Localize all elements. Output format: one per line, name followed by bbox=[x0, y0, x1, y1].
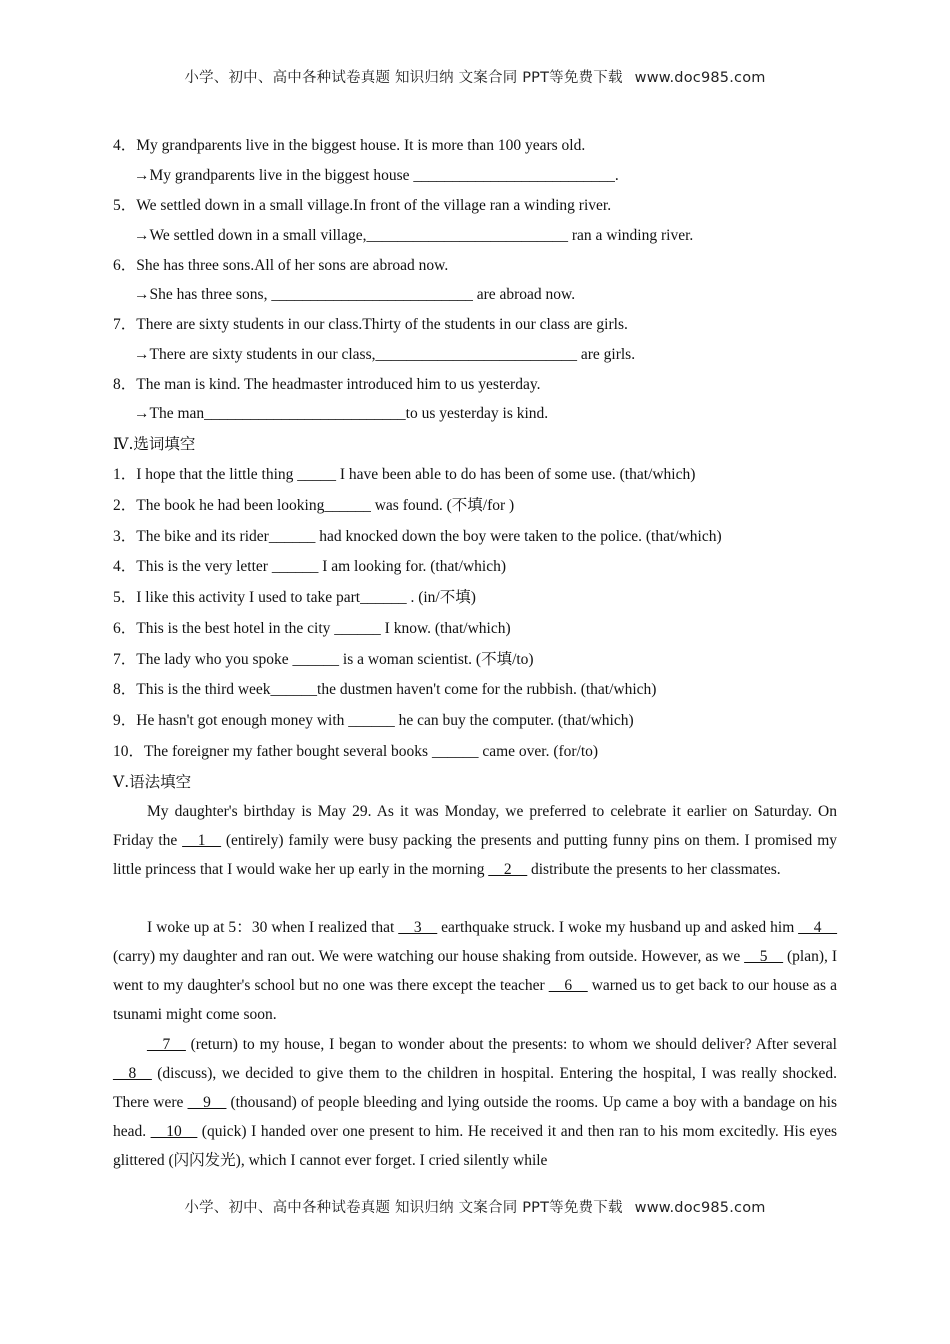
banner-url[interactable]: www.doc985.com bbox=[634, 70, 766, 86]
blank-10: __10__ bbox=[150, 1123, 198, 1140]
blank-1: __1__ bbox=[182, 832, 221, 849]
blank-2: __2__ bbox=[488, 861, 528, 878]
blank-4: __4__ bbox=[798, 919, 837, 936]
blank-6: __6__ bbox=[548, 977, 588, 994]
passage-paragraph-1: My daughter's birthday is May 29. As it was Monday, we preferred to celebrate it earlier on Saturday. On Friday the __1__ (entirely) family were busy packing the presents and putting funny pins on them. I promised my little princess that I would wake her up early in the morning __2__ distribute the presents to her classmates. bbox=[113, 803, 838, 878]
header-banner bbox=[0, 66, 950, 87]
footer-banner bbox=[0, 1196, 950, 1217]
blank-9: __9__ bbox=[187, 1094, 227, 1111]
blank-8: __8__ bbox=[113, 1065, 152, 1082]
fill-item-7: 7．The lady who you spoke ______ is a woman scientist. (不填/to) bbox=[113, 651, 534, 668]
rewrite-answer-6: →She has three sons, __________________________ are abroad now. bbox=[134, 286, 576, 303]
passage-paragraph-3: __7__ (return) to my house, I began to wonder about the presents: to whom we should deliver? After several __8__ (discuss), we decided to give them to the children in hospital. Entering the hospital, I was really shocked. There were __9__ (thousand) of people bleeding and lying outside the rooms. Up came a boy with a bandage on his head. __10__ (quick) I handed over one present to him. He received it and then ran to his mom excitedly. His eyes glittered (闪闪发光), which I cannot ever forget. I cried silently while bbox=[113, 1036, 837, 1169]
rewrite-question-5: 5．We settled down in a small village.In front of the village ran a winding river. bbox=[113, 197, 612, 214]
footer-banner-text: 小学、初中、高中各种试卷真题 知识归纳 文案合同 PPT等免费下载 bbox=[184, 1200, 623, 1216]
footer-banner-url[interactable]: www.doc985.com bbox=[634, 1200, 766, 1216]
rewrite-question-4: 4．My grandparents live in the biggest house. It is more than 100 years old. bbox=[113, 137, 586, 154]
fill-item-1: 1．I hope that the little thing _____ I have been able to do has been of some use. (that/which) bbox=[113, 466, 696, 483]
rewrite-answer-8: →The man__________________________to us yesterday is kind. bbox=[134, 405, 549, 422]
rewrite-question-8: 8．The man is kind. The headmaster introduced him to us yesterday. bbox=[113, 376, 541, 393]
rewrite-answer-5: →We settled down in a small village,__________________________ ran a winding river. bbox=[134, 227, 694, 244]
rewrite-answer-4: →My grandparents live in the biggest house __________________________. bbox=[134, 167, 619, 184]
section-5-heading: Ⅴ.语法填空 bbox=[113, 773, 192, 791]
blank-7: __7__ bbox=[147, 1036, 186, 1053]
fill-item-4: 4．This is the very letter ______ I am looking for. (that/which) bbox=[113, 558, 507, 575]
section-4-heading: Ⅳ.选词填空 bbox=[113, 435, 196, 453]
fill-item-2: 2．The book he had been looking______ was found. (不填/for ) bbox=[113, 497, 515, 514]
blank-5: __5__ bbox=[744, 948, 784, 965]
fill-item-5: 5．I like this activity I used to take part______ . (in/不填) bbox=[113, 589, 476, 606]
rewrite-question-6: 6．She has three sons.All of her sons are abroad now. bbox=[113, 257, 449, 274]
fill-item-8: 8．This is the third week______the dustmen haven't come for the rubbish. (that/which) bbox=[113, 681, 657, 698]
blank-3: __3__ bbox=[398, 919, 438, 936]
fill-item-10: 10．The foreigner my father bought several books ______ came over. (for/to) bbox=[113, 743, 599, 760]
fill-item-3: 3．The bike and its rider______ had knocked down the boy were taken to the police. (that/which) bbox=[113, 528, 722, 545]
banner-text: 小学、初中、高中各种试卷真题 知识归纳 文案合同 PPT等免费下载 bbox=[184, 70, 623, 86]
fill-item-9: 9．He hasn't got enough money with ______ he can buy the computer. (that/which) bbox=[113, 712, 634, 729]
rewrite-question-7: 7．There are sixty students in our class.Thirty of the students in our class are girls. bbox=[113, 316, 628, 333]
passage-paragraph-2: I woke up at 5：30 when I realized that __3__ earthquake struck. I woke my husband up and asked him __4__ (carry) my daughter and ran out. We were watching our house shaking from outside. However, as we __5__ (plan), I went to my daughter's school but no one was there except the teacher __6__ warned us to get back to our house as a tsunami might come soon. bbox=[113, 919, 838, 1023]
rewrite-answer-7: →There are sixty students in our class,__________________________ are girls. bbox=[134, 346, 636, 363]
fill-item-6: 6．This is the best hotel in the city ______ I know. (that/which) bbox=[113, 620, 511, 637]
